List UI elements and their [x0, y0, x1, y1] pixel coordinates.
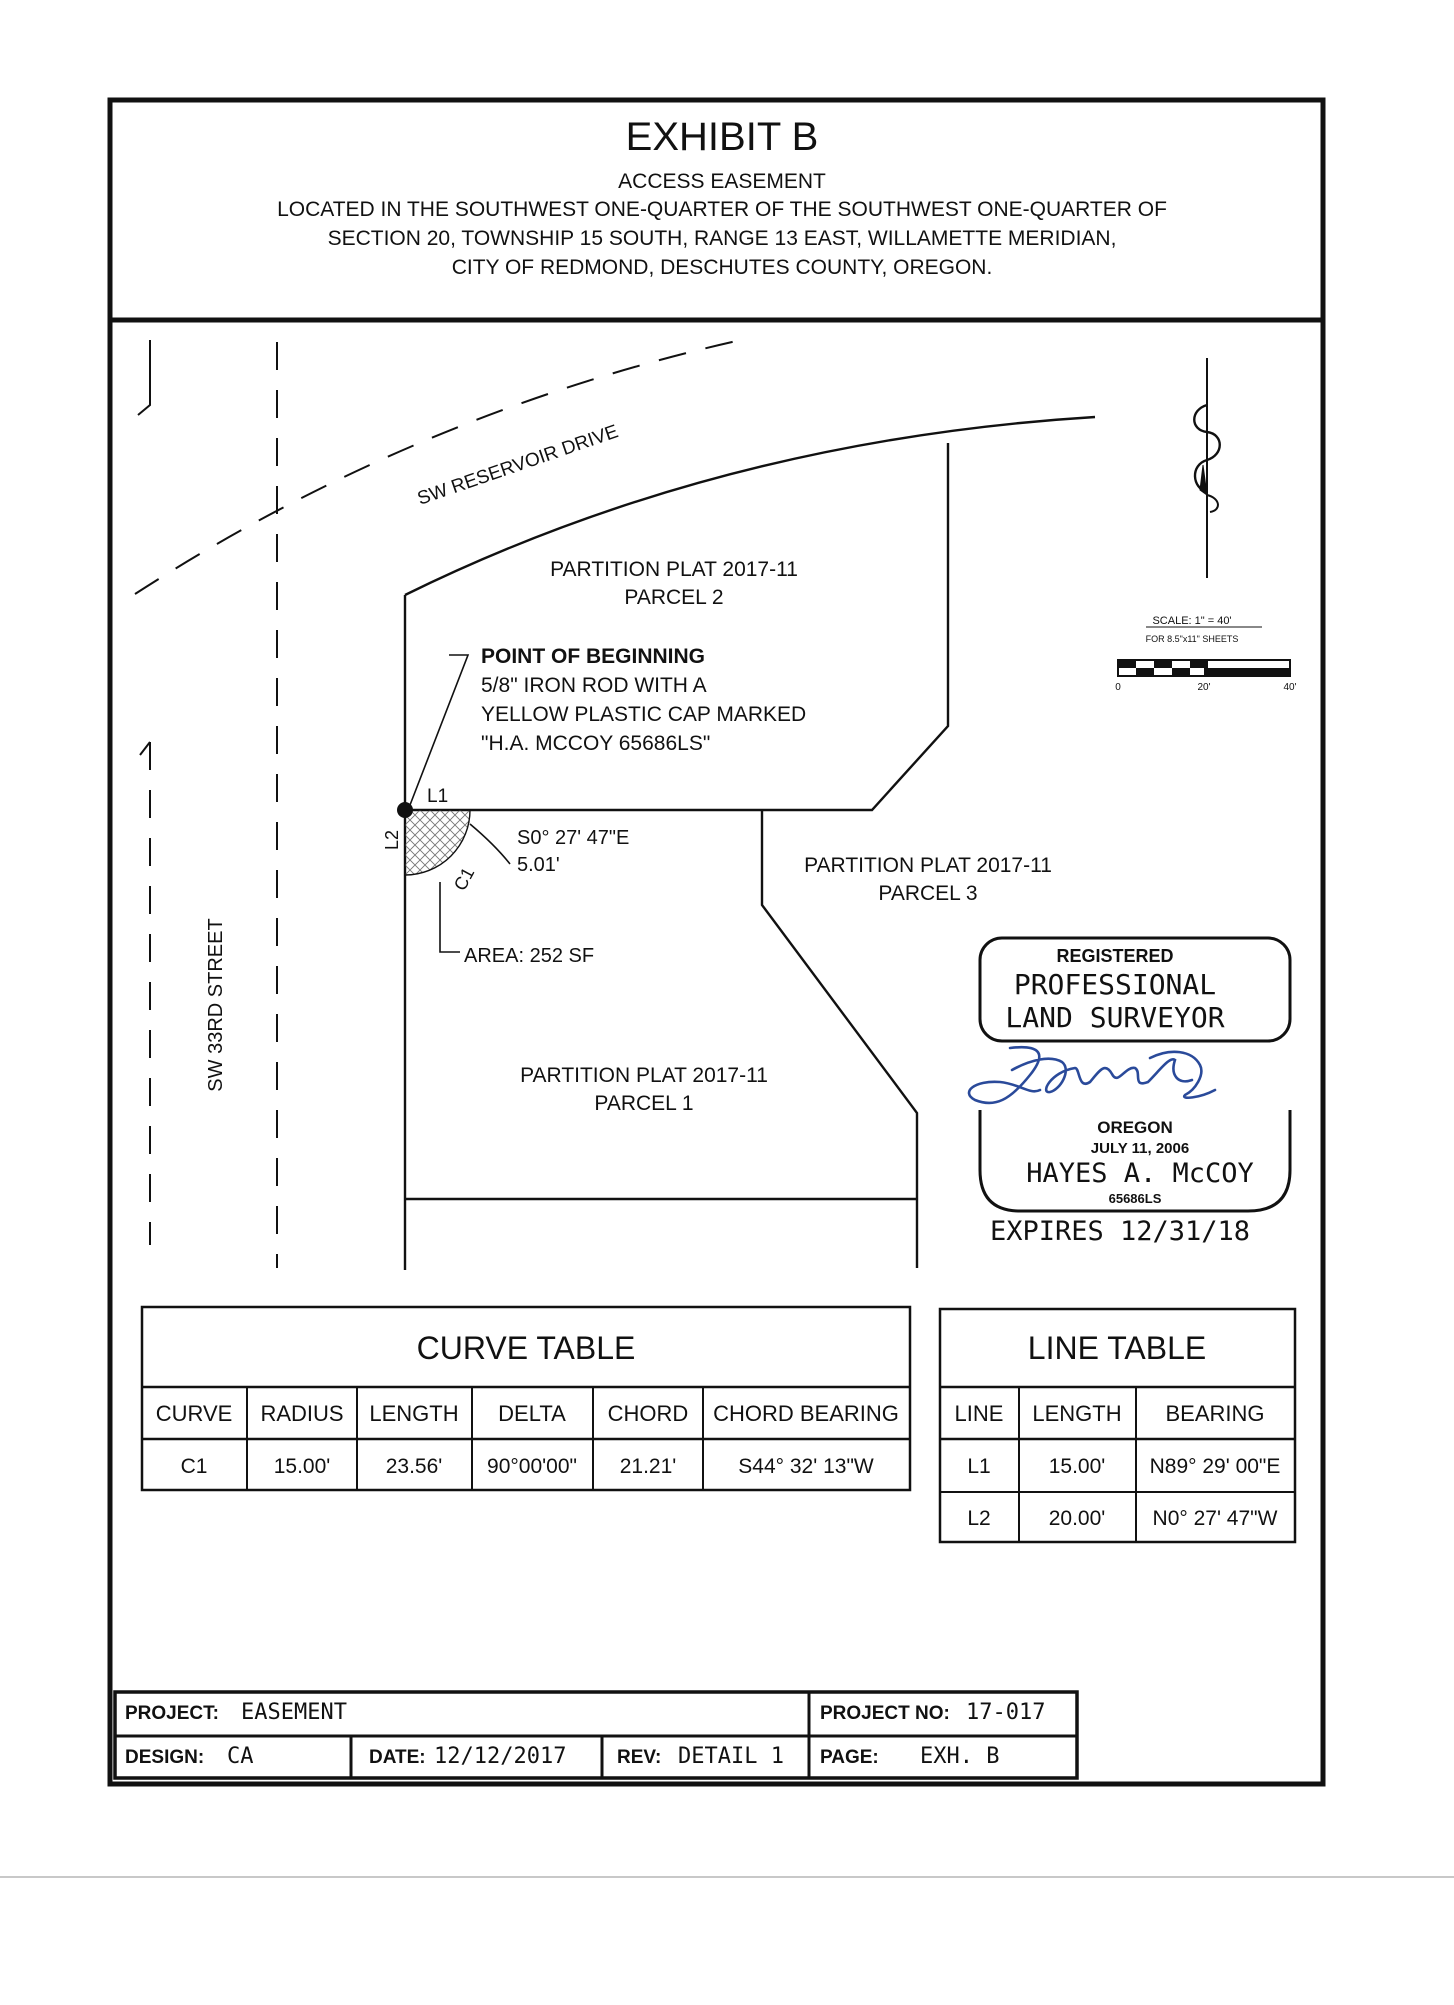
table-row	[967, 1507, 1277, 1530]
parcel-2-label-2: PARCEL 2	[624, 586, 724, 609]
stamp-registered: REGISTERED	[1056, 946, 1174, 966]
line-table-title: LINE TABLE	[1027, 1330, 1207, 1366]
header	[277, 115, 1167, 279]
area-leader	[440, 882, 460, 952]
rev-label: REV:	[617, 1747, 662, 1768]
surveyor-signature	[969, 1047, 1215, 1103]
scale-sheet-label: FOR 8.5"x11" SHEETS	[1145, 634, 1239, 644]
reservoir-centerline	[135, 338, 750, 594]
point-of-beginning-marker	[397, 802, 413, 818]
stamp-number: 65686LS	[1108, 1191, 1162, 1206]
street-33rd-label: SW 33RD STREET	[205, 918, 227, 1092]
page-label: PAGE:	[820, 1747, 879, 1768]
exhibit-title: EXHIBIT B	[625, 115, 819, 159]
parcel-2-label-1: PARTITION PLAT 2017-11	[550, 558, 798, 581]
curve-cell: 21.21'	[619, 1455, 677, 1478]
line-header-bearing: BEARING	[1165, 1401, 1265, 1426]
curve-table-header	[156, 1401, 899, 1426]
map-labels	[205, 421, 1052, 1115]
design-label: DESIGN:	[125, 1747, 205, 1768]
curve-cell: S44° 32' 13"W	[738, 1455, 874, 1478]
exhibit-subtitle: ACCESS EASEMENT	[618, 170, 826, 193]
curve-header-delta: DELTA	[498, 1401, 566, 1426]
curve-cell: 90°00'00"	[487, 1455, 577, 1478]
pob-line-1: 5/8" IRON ROD WITH A	[481, 674, 707, 697]
scale-20: 20'	[1197, 682, 1211, 693]
stamp-professional: PROFESSIONAL	[1013, 968, 1217, 1001]
stamp-land-surveyor: LAND SURVEYOR	[1005, 1001, 1225, 1034]
design-value: CA	[227, 1744, 254, 1769]
curve-header-radius: RADIUS	[260, 1401, 344, 1426]
project-value: EASEMENT	[241, 1700, 347, 1725]
area-label: AREA: 252 SF	[464, 945, 595, 967]
parcel-3-label-1: PARTITION PLAT 2017-11	[804, 854, 1052, 877]
line-header-line: LINE	[954, 1401, 1004, 1426]
curve-header-chord: CHORD	[607, 1401, 689, 1426]
parcel-1-label-2: PARCEL 1	[594, 1092, 694, 1115]
project-label: PROJECT:	[125, 1703, 219, 1724]
curve-header-curve: CURVE	[155, 1401, 233, 1426]
north-arrow-icon	[1194, 358, 1220, 578]
pob-leader	[410, 655, 468, 805]
outer-frame	[110, 100, 1323, 1784]
date-label: DATE:	[369, 1747, 426, 1768]
label-c1: C1	[449, 864, 479, 894]
stamp-name: HAYES A. McCOY	[1026, 1158, 1254, 1189]
stamp-date: JULY 11, 2006	[1090, 1140, 1190, 1157]
bearing-label-2: 5.01'	[517, 854, 560, 876]
stamp-state: OREGON	[1097, 1118, 1173, 1137]
page-value: EXH. B	[920, 1744, 1000, 1769]
parcel-1-label-1: PARTITION PLAT 2017-11	[520, 1064, 768, 1087]
stamp-expires: EXPIRES 12/31/18	[989, 1216, 1251, 1247]
curve-cell: 15.00'	[273, 1455, 331, 1478]
street-reservoir-label: SW RESERVOIR DRIVE	[414, 421, 621, 510]
curve-header-chord-bearing: CHORD BEARING	[713, 1401, 899, 1426]
project-no-value: 17-017	[966, 1700, 1046, 1725]
line-cell: N89° 29' 00"E	[1149, 1455, 1281, 1478]
curve-header-length: LENGTH	[369, 1401, 459, 1426]
bearing-label-1: S0° 27' 47"E	[517, 827, 630, 849]
label-l2: L2	[382, 829, 402, 850]
curve-table-title: CURVE TABLE	[416, 1330, 636, 1366]
label-l1: L1	[427, 786, 449, 807]
location-line-2: SECTION 20, TOWNSHIP 15 SOUTH, RANGE 13 EAST, WILLAMETTE MERIDIAN,	[327, 227, 1117, 250]
line-cell: 15.00'	[1048, 1455, 1106, 1478]
pob-line-2: YELLOW PLASTIC CAP MARKED	[481, 703, 807, 726]
line-cell: L1	[967, 1455, 991, 1478]
location-line-1: LOCATED IN THE SOUTHWEST ONE-QUARTER OF THE SOUTHWEST ONE-QUARTER OF	[277, 198, 1167, 221]
curve-cell: 23.56'	[385, 1455, 443, 1478]
surveyor-stamp	[969, 938, 1290, 1247]
pob-title: POINT OF BEGINNING	[481, 645, 706, 668]
scale-label: SCALE: 1" = 40'	[1152, 615, 1232, 627]
pob-line-3: "H.A. MCCOY 65686LS"	[481, 732, 711, 755]
parcel-3-label-2: PARCEL 3	[878, 882, 978, 905]
line-header-length: LENGTH	[1032, 1401, 1122, 1426]
bearing-leader	[470, 824, 510, 864]
line-cell: L2	[967, 1507, 991, 1530]
date-value: 12/12/2017	[434, 1744, 567, 1769]
table-row	[181, 1455, 874, 1478]
scale-bar	[1115, 615, 1296, 693]
line-cell: 20.00'	[1048, 1507, 1106, 1530]
map	[135, 338, 1095, 1270]
line-table-header	[955, 1401, 1265, 1426]
scale-40: 40'	[1283, 682, 1297, 693]
scale-0: 0	[1115, 682, 1121, 693]
project-no-label: PROJECT NO:	[820, 1703, 950, 1724]
line-cell: N0° 27' 47"W	[1152, 1507, 1278, 1530]
location-line-3: CITY OF REDMOND, DESCHUTES COUNTY, OREGON.	[451, 256, 993, 279]
rev-value: DETAIL 1	[678, 1744, 784, 1769]
table-row	[967, 1455, 1280, 1478]
curve-cell: C1	[180, 1455, 208, 1478]
